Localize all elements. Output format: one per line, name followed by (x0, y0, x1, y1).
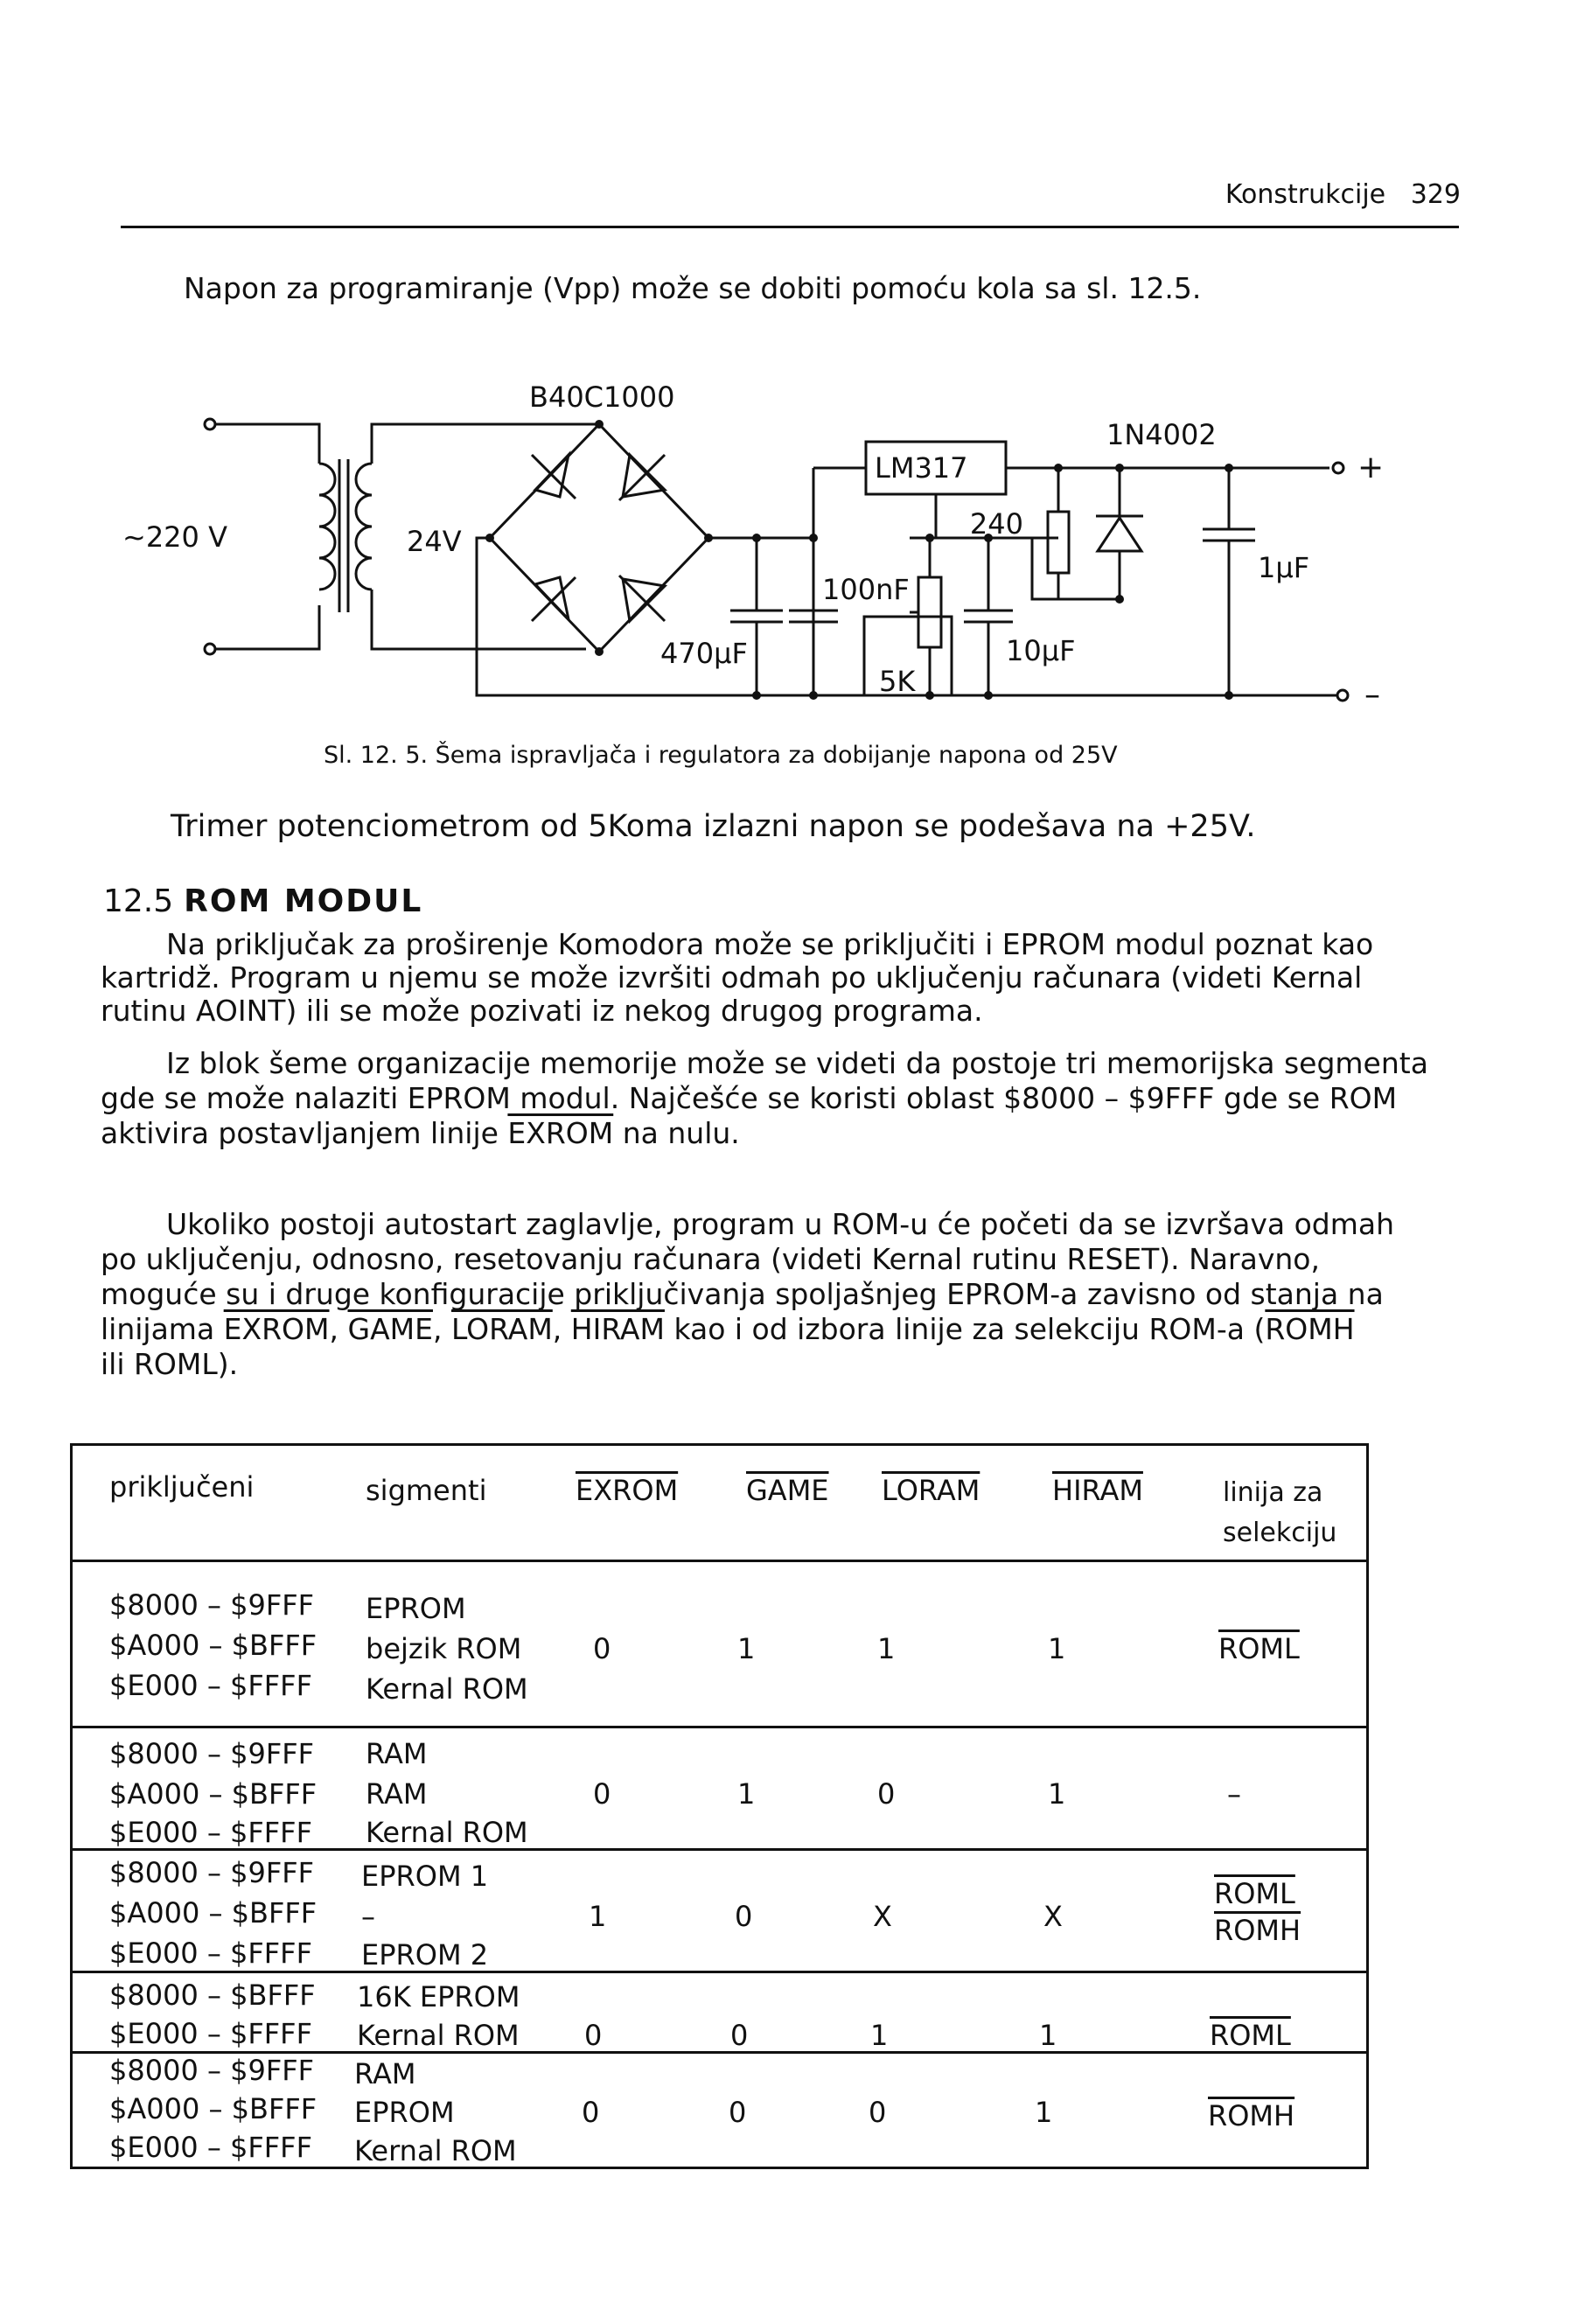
table-row: $8000 – $9FFF $A000 – $BFFF $E000 – $FFFF RAM EPROM Kernal ROM 0 0 0 1 ROMH (73, 2051, 1366, 2172)
para3-line1: Ukoliko postoji autostart zaglavlje, program u ROM-u će početi da se izvršava odmah (166, 1207, 1395, 1241)
para3-line5: ili ROML). (101, 1347, 239, 1381)
label-resistor-240: 240 (969, 507, 1023, 541)
section-number: 12.5 (103, 883, 174, 919)
signal-exrom: EXROM (507, 1116, 614, 1150)
header-select-2: selekciju (1223, 1518, 1337, 1548)
header-select-1: linija za (1223, 1477, 1323, 1508)
header-connected: priključeni (109, 1470, 255, 1504)
figure-caption: Sl. 12. 5. Šema ispravljača i regulatora za dobijanje napona od 25V (324, 742, 1118, 769)
label-regulator: LM317 (875, 451, 968, 485)
para2-line2: gde se može nalaziti EPROM modul. Najčešće se koristi oblast $8000 – $9FFF gde se ROM (101, 1081, 1398, 1115)
rectifier-regulator-schematic (105, 367, 1417, 735)
para3-line3: moguće su i druge konfiguracije priključivanja spoljašnjeg EPROM-a zavisno od stanja na (101, 1277, 1384, 1311)
header-exrom: EXROM (576, 1474, 679, 1507)
label-bridge: B40C1000 (529, 380, 675, 414)
label-diode: 1N4002 (1106, 418, 1217, 451)
para1-line2: kartridž. Program u njemu se može izvršiti odmah po uključenju računara (videti Kernal (101, 960, 1363, 995)
para1-line3: rutinu AOINT) ili se može pozivati iz nekog drugog programa. (101, 994, 983, 1028)
label-plus: + (1357, 450, 1385, 485)
signal-romh: ROMH (1265, 1312, 1355, 1346)
label-secondary-voltage: 24V (407, 525, 462, 558)
label-input-voltage: ~220 V (122, 520, 227, 554)
table-header-row (73, 1446, 1366, 1560)
label-minus: – (1364, 677, 1380, 713)
rom-config-table (70, 1443, 1369, 2169)
table-row: $8000 – $BFFF $E000 – $FFFF 16K EPROM Kernal ROM 0 0 1 1 ROML (73, 1971, 1366, 2054)
table-row: $8000 – $9FFF $A000 – $BFFF $E000 – $FFFF EPROM bejzik ROM Kernal ROM 0 1 1 1 ROML (73, 1560, 1366, 1728)
para2-line3: aktivira postavljanjem linije EXROM na nulu. (101, 1116, 740, 1150)
page-number: 329 (1410, 179, 1461, 210)
header-segments: sigmenti (366, 1474, 487, 1507)
signal-game: GAME (347, 1312, 433, 1346)
section-title: ROM MODUL (184, 883, 423, 919)
header-game: GAME (746, 1474, 829, 1507)
label-pot-5k: 5K (879, 665, 916, 698)
label-cap-10uf: 10µF (1006, 634, 1076, 667)
signal-loram: LORAM (450, 1312, 553, 1346)
table-row: $8000 – $9FFF $A000 – $BFFF $E000 – $FFFF EPROM 1 – EPROM 2 1 0 X X ROML ROMH (73, 1848, 1366, 1973)
para2-line1: Iz blok šeme organizacije memorije može se videti da postoje tri memorijska segmenta (166, 1046, 1428, 1080)
table-row: $8000 – $9FFF $A000 – $BFFF $E000 – $FFFF RAM RAM Kernal ROM 0 1 0 1 – (73, 1726, 1366, 1851)
para3-line2: po uključenju, odnosno, resetovanju računara (videti Kernal rutinu RESET). Naravno, (101, 1242, 1320, 1276)
intro-text: Napon za programiranje (Vpp) može se dobiti pomoću kola sa sl. 12.5. (184, 271, 1202, 305)
header-loram: LORAM (882, 1474, 980, 1507)
signal-exrom: EXROM (223, 1312, 330, 1346)
para3-line4: linijama EXROM, GAME, LORAM, HIRAM kao i od izbora linije za selekciju ROM-a (ROMH (101, 1312, 1355, 1346)
para1-line1: Na priključak za proširenje Komodora može se priključiti i EPROM modul poznat kao (166, 927, 1374, 961)
header-rule (121, 226, 1459, 228)
header-section: Konstrukcije (1225, 179, 1386, 210)
header-hiram: HIRAM (1052, 1474, 1143, 1507)
running-header (1050, 179, 1461, 210)
signal-hiram: HIRAM (570, 1312, 665, 1346)
label-cap-100nf: 100nF (822, 573, 910, 606)
label-cap-1uf: 1µF (1258, 551, 1310, 584)
trimmer-text: Trimer potenciometrom od 5Koma izlazni napon se podešava na +25V. (171, 809, 1256, 844)
section-heading (103, 883, 422, 919)
label-cap-470uf: 470µF (660, 637, 748, 670)
